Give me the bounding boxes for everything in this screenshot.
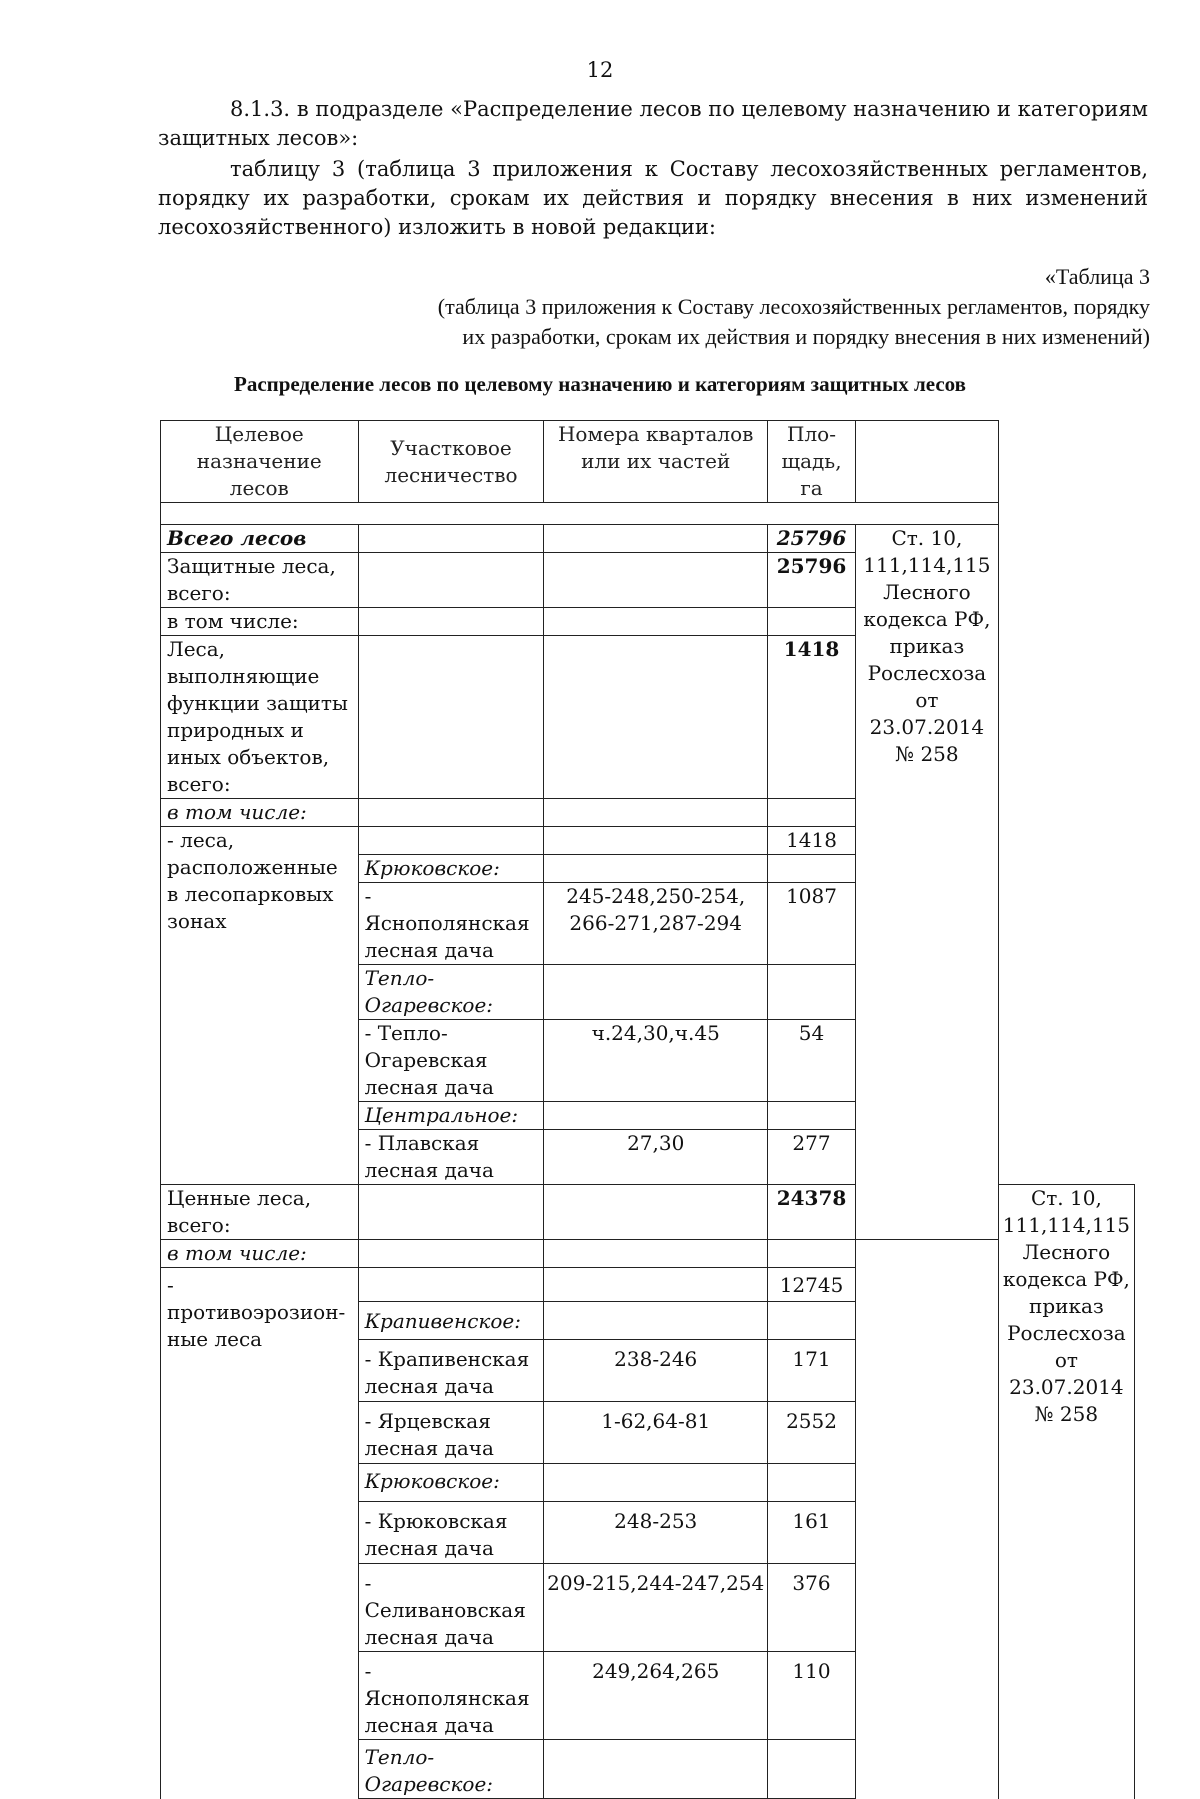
area-cell: 376 (768, 1564, 856, 1652)
protective-quarters (544, 553, 768, 608)
header-quarters: Номера кварталов или их частей (544, 421, 768, 503)
total-quarters (544, 525, 768, 553)
forestry-cell: Крапивенское: (358, 1302, 544, 1340)
protective-area: 25796 (768, 553, 856, 608)
quarters-cell: 1-62,64-81 (544, 1402, 768, 1464)
forestry-cell: - Плавская лесная дача (358, 1130, 544, 1185)
park-forestry (358, 827, 544, 855)
quarters-cell (544, 1740, 768, 1799)
forestry-cell: Тепло-Огаревское: (358, 1740, 544, 1799)
total-forestry (358, 525, 544, 553)
quarters-cell: 249,264,265 (544, 1652, 768, 1740)
forestry-cell: Тепло-Огаревское: (358, 965, 544, 1020)
area-cell: 277 (768, 1130, 856, 1185)
area-cell: 171 (768, 1340, 856, 1402)
quarters-cell (544, 1102, 768, 1130)
legal-basis-2: Ст. 10, 111,114,115 Лесного кодекса РФ, приказ Рослесхоза от 23.07.2014 № 258 (998, 1185, 1134, 1799)
erosion-row (161, 1268, 1135, 1302)
valuable-including-forestry (358, 1240, 544, 1268)
including-italic-area (768, 799, 856, 827)
quarters-cell: 238-246 (544, 1340, 768, 1402)
intro-text-2: таблицу 3 (таблица 3 приложения к Составу лесохозяйственных регламентов, порядку их разработки, срокам их действия и порядку внесения в них изменений лесохозяйственного) изложить в новой редакции: (158, 157, 1148, 239)
valuable-area: 24378 (768, 1185, 856, 1240)
area-cell: 54 (768, 1020, 856, 1102)
functional-label: Леса, выполняющие функции защиты природных и иных объектов, всего: (161, 636, 359, 799)
legal-basis-1: Ст. 10, 111,114,115 Лесного кодекса РФ, приказ Рослесхоза от 23.07.2014 № 258 (856, 525, 999, 1240)
protective-forestry (358, 553, 544, 608)
protective-label: Защитные леса, всего: (161, 553, 359, 608)
erosion-quarters (544, 1268, 768, 1302)
total-row (161, 525, 1135, 553)
including-area (768, 608, 856, 636)
forestry-cell: - Крапивенская лесная дача (358, 1340, 544, 1402)
area-cell (768, 965, 856, 1020)
valuable-including-area (768, 1240, 856, 1268)
header-purpose: Целевое назначение лесов (161, 421, 359, 503)
quarters-cell (544, 965, 768, 1020)
area-cell (768, 1102, 856, 1130)
spacer-row (161, 503, 1135, 525)
erosion-label: - противоэрозион-ные леса (161, 1268, 359, 1799)
area-cell (768, 855, 856, 883)
quarters-cell: 209-215,244-247,254 (544, 1564, 768, 1652)
including-forestry (358, 608, 544, 636)
park-label: - леса, расположенные в лесопарковых зонах (161, 827, 359, 1185)
quarters-cell (544, 1464, 768, 1502)
forestry-cell: - Тепло-Огаревская лесная дача (358, 1020, 544, 1102)
area-cell: 110 (768, 1652, 856, 1740)
page-number: 12 (586, 58, 614, 82)
total-label: Всего лесов (161, 525, 359, 553)
forestry-cell: Центральное: (358, 1102, 544, 1130)
valuable-quarters (544, 1185, 768, 1240)
quarters-cell: ч.24,30,ч.45 (544, 1020, 768, 1102)
area-cell: 1087 (768, 883, 856, 965)
quarters-cell (544, 855, 768, 883)
valuable-label: Ценные леса, всего: (161, 1185, 359, 1240)
functional-quarters (544, 636, 768, 799)
forestry-cell: - Селивановская лесная дача (358, 1564, 544, 1652)
table-header-row (161, 421, 1135, 503)
intro-paragraph-2 (158, 155, 1148, 242)
including-italic-label: в том числе: (161, 799, 359, 827)
erosion-area: 12745 (768, 1268, 856, 1302)
quarters-cell: 248-253 (544, 1502, 768, 1564)
erosion-forestry (358, 1268, 544, 1302)
table-ref-line-3: их разработки, срокам их действия и порядку внесения в них изменений) (462, 324, 1150, 349)
park-quarters (544, 827, 768, 855)
intro-paragraph-1 (158, 95, 1148, 153)
area-cell (768, 1464, 856, 1502)
quarters-cell: 245-248,250-254, 266-271,287-294 (544, 883, 768, 965)
park-area: 1418 (768, 827, 856, 855)
forestry-cell: - Крюковская лесная дача (358, 1502, 544, 1564)
header-area: Пло-щадь, га (768, 421, 856, 503)
total-area: 25796 (768, 525, 856, 553)
table-ref-line-2: (таблица 3 приложения к Составу лесохозяйственных регламентов, порядку (437, 294, 1150, 319)
intro-text-1: 8.1.3. в подразделе «Распределение лесов по целевому назначению и категориям защитных лесов»: (158, 97, 1148, 150)
valuable-including-quarters (544, 1240, 768, 1268)
area-cell (768, 1740, 856, 1799)
forest-distribution-table (160, 420, 1135, 1799)
valuable-including-label: в том числе: (161, 1240, 359, 1268)
forestry-cell: - Яснополянская лесная дача (358, 1652, 544, 1740)
quarters-cell: 27,30 (544, 1130, 768, 1185)
forestry-cell: Крюковское: (358, 1464, 544, 1502)
valuable-forestry (358, 1185, 544, 1240)
area-cell: 2552 (768, 1402, 856, 1464)
header-forestry: Участковое лесничество (358, 421, 544, 503)
area-cell: 161 (768, 1502, 856, 1564)
forestry-cell: Крюковское: (358, 855, 544, 883)
functional-forestry (358, 636, 544, 799)
header-basis (856, 421, 999, 503)
functional-area: 1418 (768, 636, 856, 799)
including-italic-quarters (544, 799, 768, 827)
forestry-cell: - Ярцевская лесная дача (358, 1402, 544, 1464)
spacer-cell (161, 503, 999, 525)
valuable-including-row (161, 1240, 1135, 1268)
including-italic-forestry (358, 799, 544, 827)
table-reference (438, 262, 1150, 352)
quarters-cell (544, 1302, 768, 1340)
forestry-cell: - Яснополянская лесная дача (358, 883, 544, 965)
including-quarters (544, 608, 768, 636)
table-caption: Распределение лесов по целевому назначению и категориям защитных лесов (234, 372, 966, 396)
area-cell (768, 1302, 856, 1340)
including-label: в том числе: (161, 608, 359, 636)
table-ref-line-1: «Таблица 3 (1044, 264, 1150, 289)
